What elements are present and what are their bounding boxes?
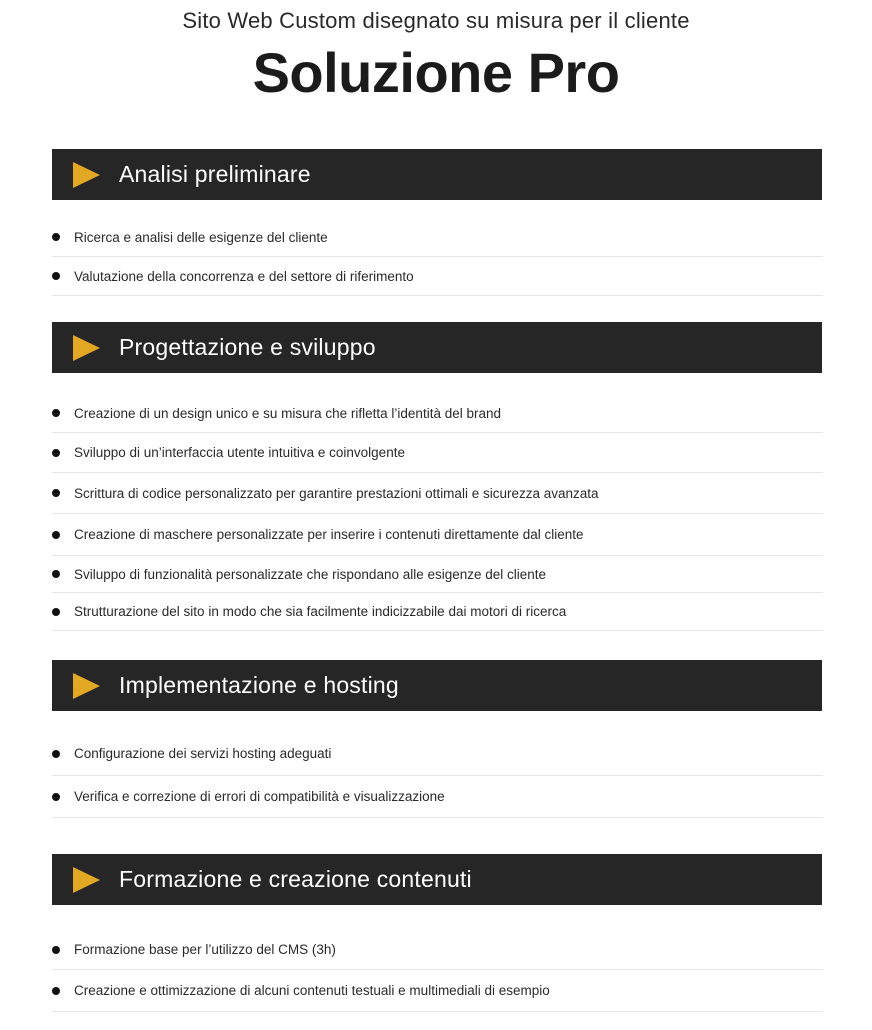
list-item <box>52 514 823 556</box>
bullet-icon <box>52 608 60 616</box>
play-icon <box>73 867 100 893</box>
list-item-text: Creazione e ottimizzazione di alcuni contenuti testuali e multimediali di esempio <box>74 983 550 998</box>
list-item-text: Valutazione della concorrenza e del settore di riferimento <box>74 268 414 284</box>
page-subtitle: Sito Web Custom disegnato su misura per il cliente <box>182 8 690 33</box>
section-header-implementazione <box>52 660 822 711</box>
list-item-text: Scrittura di codice personalizzato per garantire prestazioni ottimali e sicurezza avanzata <box>74 485 599 501</box>
bullet-icon <box>52 233 60 241</box>
list-item <box>52 473 823 514</box>
section-heading: Formazione e creazione contenuti <box>119 866 472 892</box>
list-item <box>52 930 823 970</box>
list-item-text: Creazione di maschere personalizzate per inserire i contenuti direttamente dal cliente <box>74 527 584 542</box>
bullet-icon <box>52 449 60 457</box>
list-item <box>52 556 823 593</box>
list-item-text: Configurazione dei servizi hosting adeguati <box>74 746 332 761</box>
bullet-icon <box>52 750 60 758</box>
section-heading: Implementazione e hosting <box>119 672 399 698</box>
bullet-icon <box>52 987 60 995</box>
list-item <box>52 218 823 257</box>
list-item <box>52 593 823 631</box>
section-header-formazione <box>52 854 822 905</box>
bullet-icon <box>52 946 60 954</box>
section-heading: Progettazione e sviluppo <box>119 334 376 360</box>
list-item-text: Creazione di un design unico e su misura che rifletta l’identità del brand <box>74 405 501 421</box>
list-item <box>52 433 823 473</box>
list-item-text: Sviluppo di funzionalità personalizzate che rispondano alle esigenze del cliente <box>74 566 547 582</box>
bullet-icon <box>52 272 60 280</box>
section-heading: Analisi preliminare <box>119 161 311 187</box>
list-item-text: Ricerca e analisi delle esigenze del cliente <box>74 229 328 245</box>
list-item-text: Strutturazione del sito in modo che sia facilmente indicizzabile dai motori di ricerca <box>74 604 567 619</box>
play-icon <box>73 673 100 699</box>
list-item-text: Verifica e correzione di errori di compatibilità e visualizzazione <box>74 789 445 804</box>
bullet-icon <box>52 409 60 417</box>
list-item-text: Formazione base per l’utilizzo del CMS (3h) <box>74 942 336 957</box>
play-icon <box>73 335 100 361</box>
play-icon <box>73 162 100 188</box>
list-item <box>52 776 823 818</box>
section-header-analisi <box>52 149 822 200</box>
bullet-icon <box>52 570 60 578</box>
bullet-icon <box>52 793 60 801</box>
bullet-icon <box>52 531 60 539</box>
page-title: Soluzione Pro <box>252 41 620 104</box>
section-header-progettazione <box>52 322 822 373</box>
bullet-icon <box>52 489 60 497</box>
list-item <box>52 970 823 1012</box>
list-item <box>52 257 823 296</box>
list-item <box>52 732 823 776</box>
list-item-text: Sviluppo di un’interfaccia utente intuitiva e coinvolgente <box>74 445 405 460</box>
list-item <box>52 394 823 433</box>
